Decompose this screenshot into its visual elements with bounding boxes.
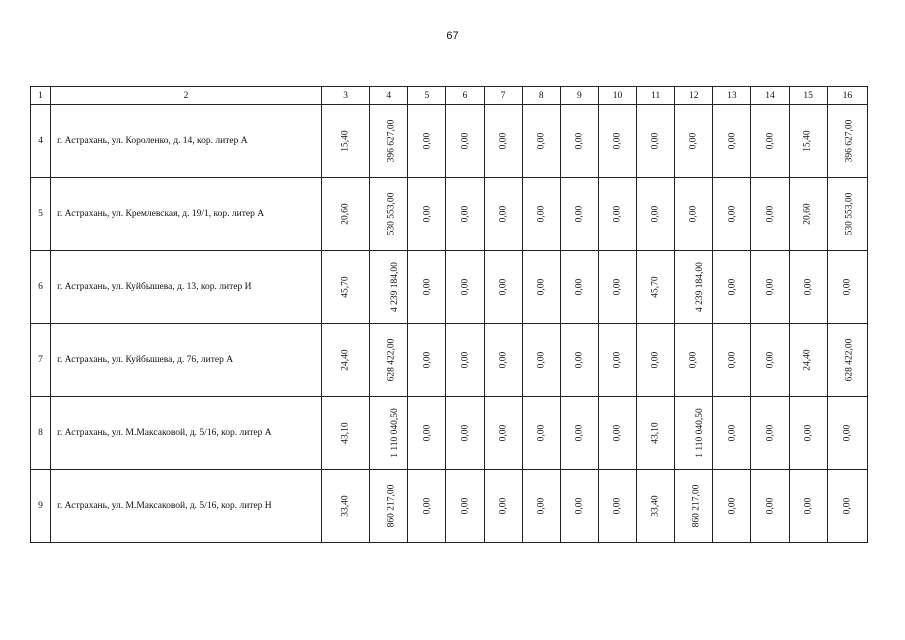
value-cell [713, 397, 751, 470]
value-cell [827, 178, 867, 251]
value-cell [522, 178, 560, 251]
value-cell [827, 105, 867, 178]
cell-value: 0,00 [498, 132, 509, 150]
cell-value: 0,00 [726, 278, 737, 296]
value-cell [637, 397, 675, 470]
cell-value: 0,00 [726, 132, 737, 150]
value-cell [560, 397, 598, 470]
table-row [31, 251, 868, 324]
cell-value: 0,00 [536, 351, 547, 369]
value-cell [675, 324, 713, 397]
column-header: 2 [51, 87, 322, 105]
value-cell [370, 251, 408, 324]
cell-value: 0,00 [536, 497, 547, 515]
value-cell [751, 397, 789, 470]
cell-value: 0,00 [765, 132, 776, 150]
cell-value: 33,40 [650, 495, 661, 517]
value-cell [446, 470, 484, 543]
address-cell: г. Астрахань, ул. Кремлевская, д. 19/1, кор. литер А [51, 178, 322, 251]
row-number: 4 [31, 105, 51, 178]
table-row [31, 397, 868, 470]
value-cell [446, 397, 484, 470]
column-header: 4 [370, 87, 408, 105]
value-cell [675, 470, 713, 543]
value-cell [789, 470, 827, 543]
cell-value: 1 110 040,50 [694, 408, 705, 458]
value-cell [598, 324, 636, 397]
value-cell [827, 397, 867, 470]
value-cell [713, 178, 751, 251]
column-header: 7 [484, 87, 522, 105]
cell-value: 0,00 [688, 205, 699, 223]
value-cell [598, 470, 636, 543]
table-row [31, 178, 868, 251]
cell-value: 628 422,00 [844, 338, 855, 382]
column-header: 16 [827, 87, 867, 105]
cell-value: 0,00 [612, 497, 623, 515]
cell-value: 0,00 [498, 205, 509, 223]
value-cell [637, 324, 675, 397]
column-header: 11 [637, 87, 675, 105]
cell-value: 0,00 [612, 205, 623, 223]
cell-value: 0,00 [498, 497, 509, 515]
cell-value: 0,00 [574, 351, 585, 369]
row-number: 8 [31, 397, 51, 470]
column-header: 6 [446, 87, 484, 105]
value-cell [522, 105, 560, 178]
value-cell [370, 324, 408, 397]
value-cell [637, 251, 675, 324]
value-cell [322, 470, 370, 543]
cell-value: 530 553,00 [844, 192, 855, 236]
value-cell [446, 324, 484, 397]
cell-value: 45,70 [650, 276, 661, 298]
cell-value: 530 553,00 [386, 192, 397, 236]
cell-value: 20,60 [803, 203, 814, 225]
column-header: 1 [31, 87, 51, 105]
value-cell [370, 397, 408, 470]
value-cell [713, 470, 751, 543]
table-row [31, 324, 868, 397]
cell-value: 0,00 [842, 497, 853, 515]
value-cell [789, 397, 827, 470]
value-cell [751, 470, 789, 543]
table-row [31, 105, 868, 178]
table-row [31, 470, 868, 543]
cell-value: 0,00 [574, 497, 585, 515]
page-number: 67 [446, 30, 459, 42]
value-cell [560, 324, 598, 397]
cell-value: 0,00 [460, 351, 471, 369]
cell-value: 0,00 [421, 205, 432, 223]
value-cell [675, 105, 713, 178]
cell-value: 0,00 [688, 351, 699, 369]
column-header: 12 [675, 87, 713, 105]
value-cell [713, 251, 751, 324]
row-number: 6 [31, 251, 51, 324]
value-cell [560, 178, 598, 251]
value-cell [522, 397, 560, 470]
cell-value: 0,00 [612, 132, 623, 150]
value-cell [598, 178, 636, 251]
column-header: 3 [322, 87, 370, 105]
address-cell: г. Астрахань, ул. Короленко, д. 14, кор. литер А [51, 105, 322, 178]
value-cell [713, 324, 751, 397]
value-cell [598, 105, 636, 178]
cell-value: 0,00 [460, 497, 471, 515]
value-cell [484, 251, 522, 324]
cell-value: 24,40 [340, 349, 351, 371]
cell-value: 0,00 [460, 278, 471, 296]
value-cell [446, 105, 484, 178]
value-cell [446, 178, 484, 251]
cell-value: 20,60 [340, 203, 351, 225]
value-cell [751, 324, 789, 397]
value-cell [522, 251, 560, 324]
value-cell [408, 324, 446, 397]
cell-value: 0,00 [460, 132, 471, 150]
cell-value: 860 217,00 [386, 484, 397, 528]
cell-value: 0,00 [574, 424, 585, 442]
cell-value: 0,00 [650, 351, 661, 369]
cell-value: 24,40 [803, 349, 814, 371]
cell-value: 0,00 [842, 424, 853, 442]
value-cell [484, 105, 522, 178]
value-cell [637, 470, 675, 543]
cell-value: 0,00 [650, 132, 661, 150]
value-cell [789, 178, 827, 251]
cell-value: 0,00 [421, 351, 432, 369]
address-cell: г. Астрахань, ул. М.Максаковой, д. 5/16, кор. литер Н [51, 470, 322, 543]
value-cell [484, 470, 522, 543]
value-cell [408, 397, 446, 470]
column-header: 10 [598, 87, 636, 105]
header-row [31, 87, 868, 105]
value-cell [789, 251, 827, 324]
value-cell [675, 251, 713, 324]
cell-value: 0,00 [498, 351, 509, 369]
value-cell [560, 470, 598, 543]
value-cell [322, 397, 370, 470]
cell-value: 0,00 [612, 351, 623, 369]
column-header: 9 [560, 87, 598, 105]
cell-value: 0,00 [765, 497, 776, 515]
cell-value: 0,00 [726, 424, 737, 442]
cell-value: 0,00 [421, 497, 432, 515]
value-cell [598, 251, 636, 324]
cell-value: 0,00 [765, 205, 776, 223]
value-cell [560, 251, 598, 324]
cell-value: 0,00 [536, 205, 547, 223]
row-number: 9 [31, 470, 51, 543]
column-header: 13 [713, 87, 751, 105]
cell-value: 396 627,00 [386, 119, 397, 163]
value-cell [484, 324, 522, 397]
value-cell [598, 397, 636, 470]
cell-value: 0,00 [536, 278, 547, 296]
value-cell [751, 105, 789, 178]
value-cell [675, 178, 713, 251]
cell-value: 0,00 [574, 205, 585, 223]
cell-value: 0,00 [574, 278, 585, 296]
cell-value: 0,00 [460, 205, 471, 223]
cell-value: 0,00 [650, 205, 661, 223]
cell-value: 0,00 [765, 351, 776, 369]
value-cell [446, 251, 484, 324]
value-cell [675, 397, 713, 470]
value-cell [370, 178, 408, 251]
value-cell [484, 178, 522, 251]
value-cell [751, 178, 789, 251]
cell-value: 0,00 [842, 278, 853, 296]
cell-value: 0,00 [803, 497, 814, 515]
value-cell [370, 470, 408, 543]
column-header: 14 [751, 87, 789, 105]
cell-value: 0,00 [765, 424, 776, 442]
data-table [30, 86, 868, 543]
cell-value: 0,00 [498, 424, 509, 442]
row-number: 7 [31, 324, 51, 397]
value-cell [713, 105, 751, 178]
cell-value: 0,00 [421, 424, 432, 442]
column-header: 15 [789, 87, 827, 105]
value-cell [827, 324, 867, 397]
cell-value: 33,40 [340, 495, 351, 517]
cell-value: 0,00 [765, 278, 776, 296]
value-cell [408, 105, 446, 178]
address-cell: г. Астрахань, ул. Куйбышева, д. 13, кор. литер И [51, 251, 322, 324]
address-cell: г. Астрахань, ул. Куйбышева, д. 76, литер А [51, 324, 322, 397]
value-cell [637, 178, 675, 251]
cell-value: 0,00 [498, 278, 509, 296]
cell-value: 43,10 [650, 422, 661, 444]
cell-value: 0,00 [536, 132, 547, 150]
cell-value: 15,40 [803, 130, 814, 152]
cell-value: 0,00 [421, 132, 432, 150]
value-cell [322, 251, 370, 324]
value-cell [522, 470, 560, 543]
cell-value: 0,00 [803, 424, 814, 442]
address-cell: г. Астрахань, ул. М.Максаковой, д. 5/16, кор. литер А [51, 397, 322, 470]
cell-value: 0,00 [726, 205, 737, 223]
value-cell [789, 105, 827, 178]
cell-value: 43,10 [340, 422, 351, 444]
value-cell [408, 178, 446, 251]
cell-value: 0,00 [460, 424, 471, 442]
column-header: 8 [522, 87, 560, 105]
column-header: 5 [408, 87, 446, 105]
cell-value: 1 110 040,50 [389, 408, 400, 458]
cell-value: 0,00 [574, 132, 585, 150]
value-cell [522, 324, 560, 397]
cell-value: 0,00 [536, 424, 547, 442]
value-cell [322, 105, 370, 178]
cell-value: 4 239 184,00 [695, 262, 706, 312]
cell-value: 0,00 [726, 497, 737, 515]
value-cell [827, 251, 867, 324]
value-cell [751, 251, 789, 324]
value-cell [484, 397, 522, 470]
cell-value: 0,00 [612, 424, 623, 442]
cell-value: 396 627,00 [844, 119, 855, 163]
cell-value: 0,00 [421, 278, 432, 296]
cell-value: 0,00 [726, 351, 737, 369]
value-cell [637, 105, 675, 178]
value-cell [408, 470, 446, 543]
cell-value: 45,70 [340, 276, 351, 298]
cell-value: 860 217,00 [691, 484, 702, 528]
cell-value: 4 239 184,00 [390, 262, 401, 312]
value-cell [322, 324, 370, 397]
value-cell [560, 105, 598, 178]
value-cell [827, 470, 867, 543]
value-cell [322, 178, 370, 251]
value-cell [370, 105, 408, 178]
value-cell [408, 251, 446, 324]
cell-value: 0,00 [688, 132, 699, 150]
cell-value: 0,00 [612, 278, 623, 296]
value-cell [789, 324, 827, 397]
cell-value: 15,40 [340, 130, 351, 152]
row-number: 5 [31, 178, 51, 251]
cell-value: 628 422,00 [386, 338, 397, 382]
cell-value: 0,00 [803, 278, 814, 296]
